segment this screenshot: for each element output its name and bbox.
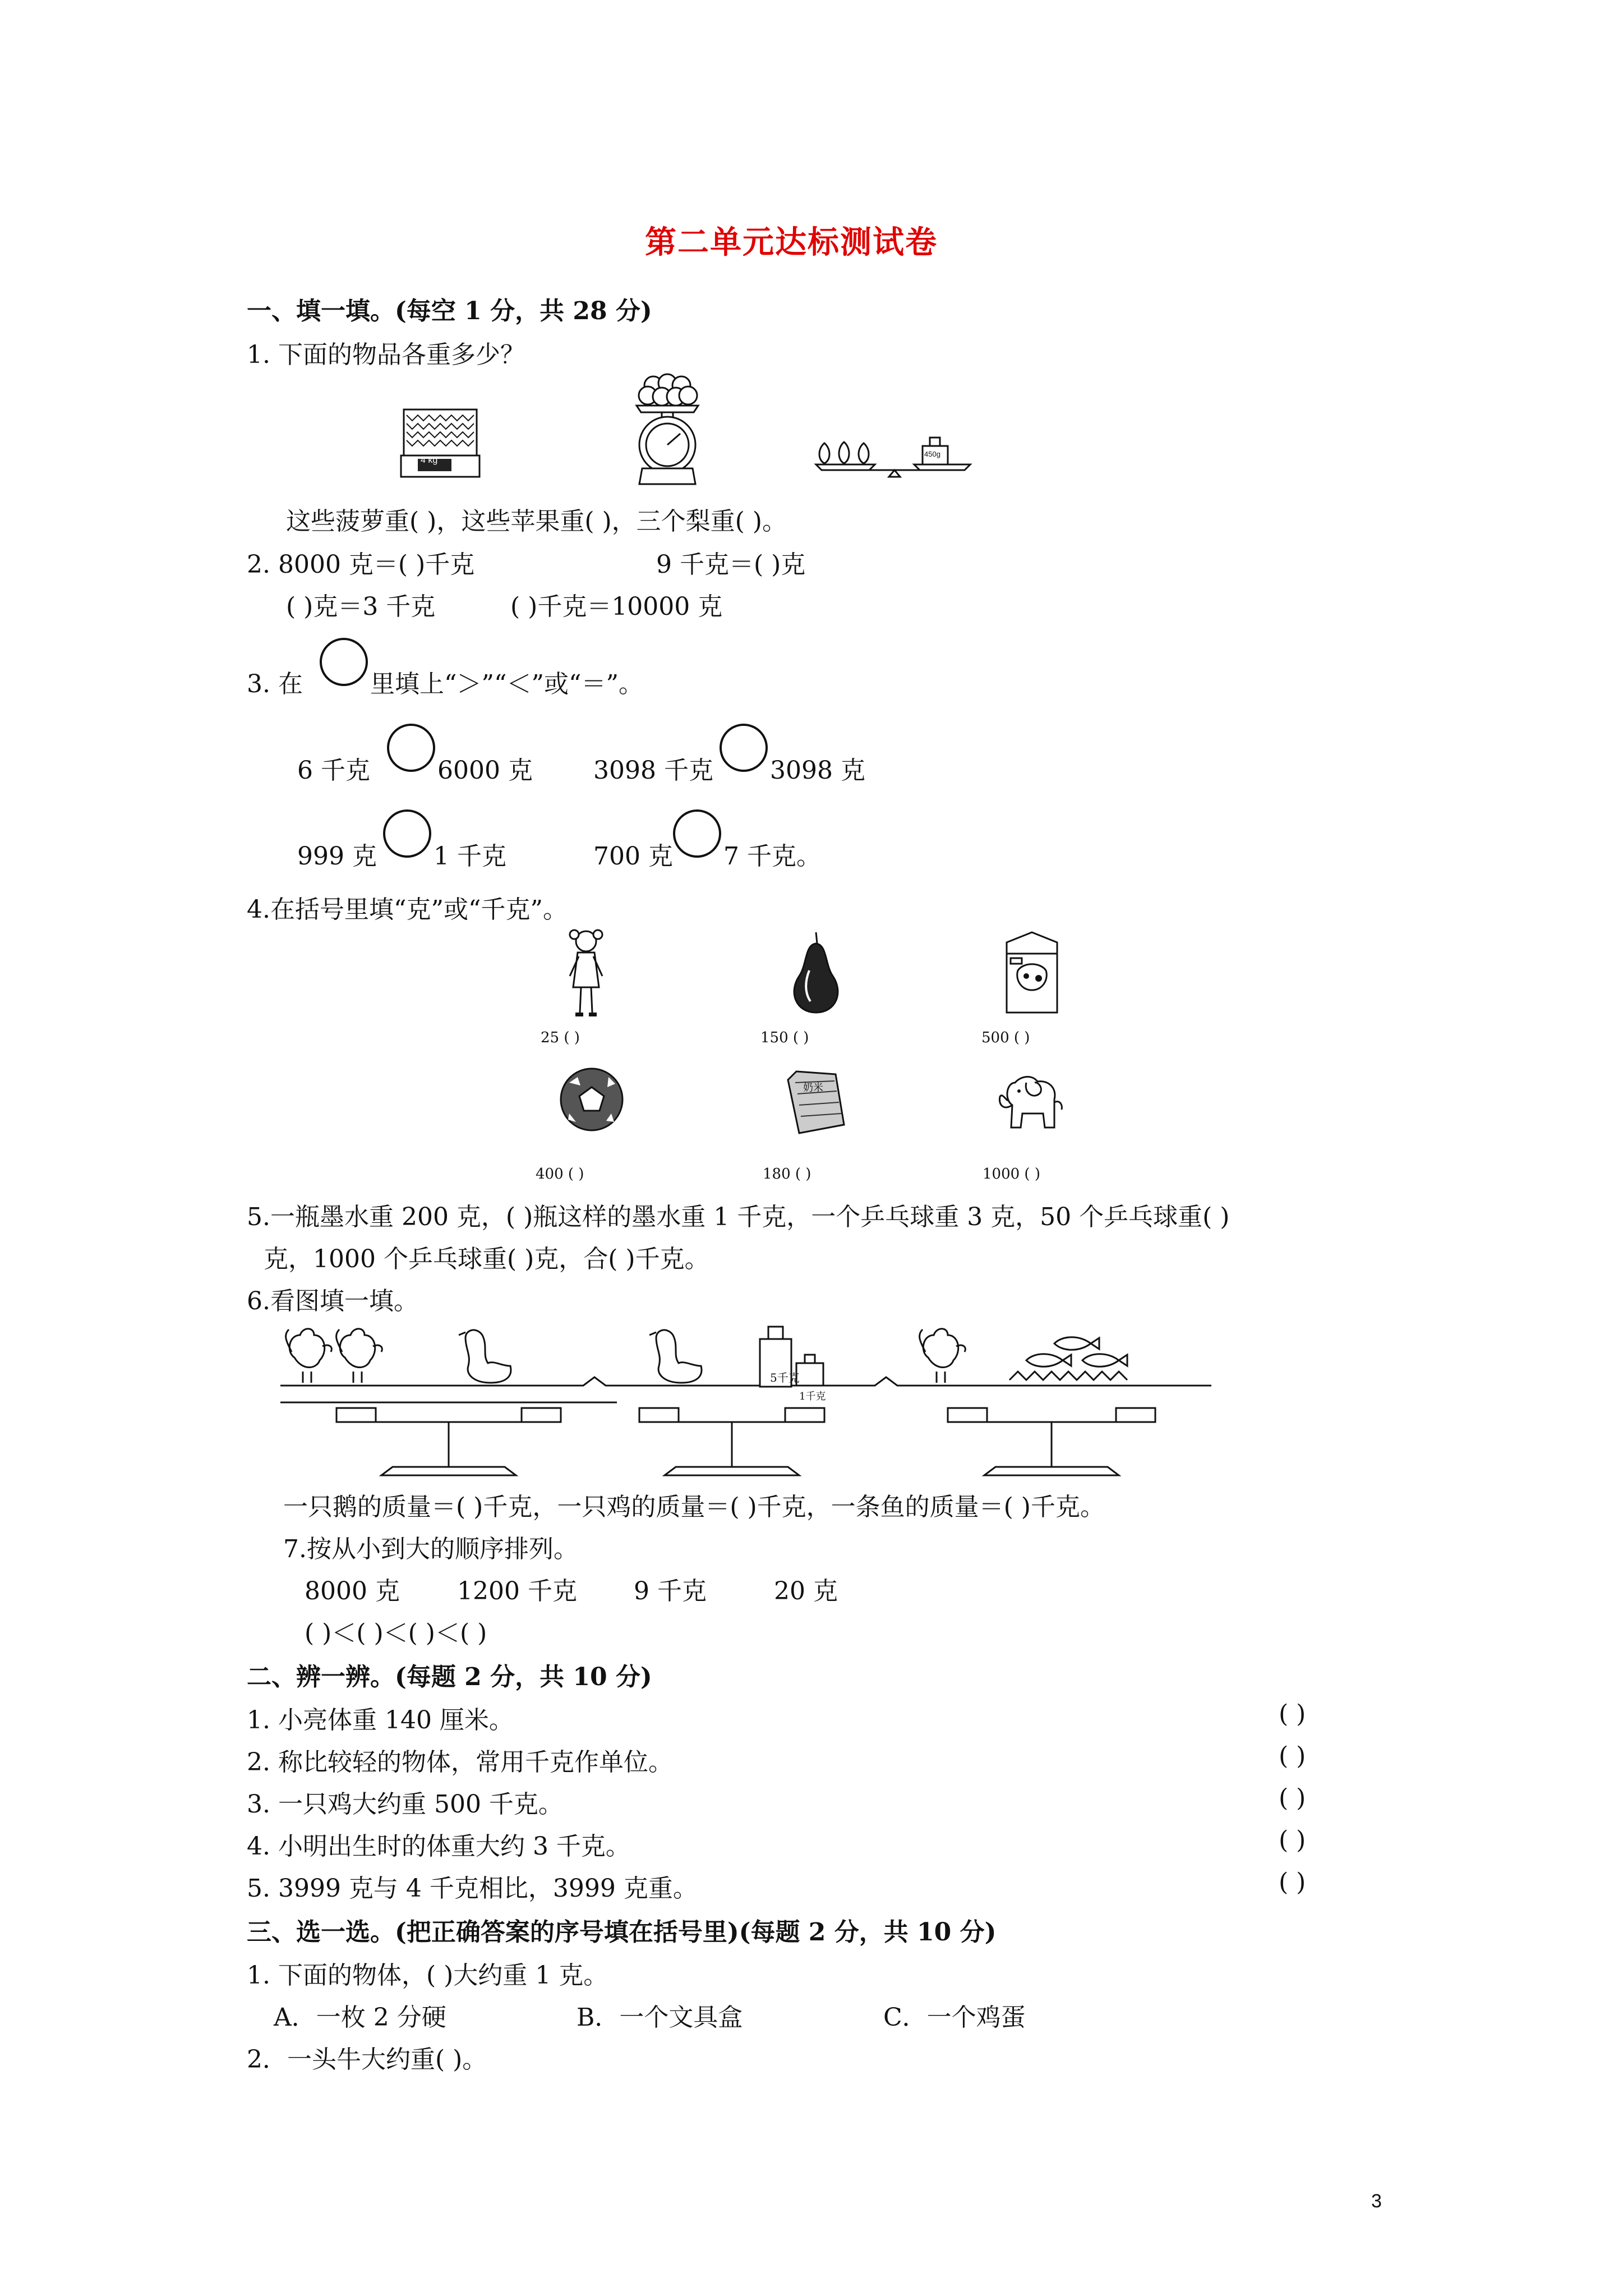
- choose-option-a[interactable]: A．一枚 2 分硬: [274, 2003, 446, 2032]
- girl-image: [566, 926, 606, 1018]
- pear-image: [788, 931, 844, 1015]
- elephant-image: [995, 1066, 1074, 1139]
- question-2-line2b: ( )千克＝10000 克: [510, 592, 723, 621]
- weight-5kg-label: 5千克: [770, 1371, 800, 1384]
- question-3-stem-b: 里填上“＞”“＜”或“＝”。: [370, 670, 643, 698]
- weight-item-6: 1000 ( ): [983, 1166, 1040, 1182]
- section-heading-fill: 一、填一填。(每空 1 分，共 28 分): [247, 297, 652, 325]
- sort-item-4: 20 克: [774, 1577, 838, 1605]
- weight-item-3: 500 ( ): [981, 1029, 1030, 1046]
- page-number: 3: [1371, 2191, 1382, 2212]
- choose-option-b[interactable]: B．一个文具盒: [577, 2003, 743, 2032]
- question-4-stem: 4.在括号里填“克”或“千克”。: [247, 895, 568, 924]
- question-2-line1a: 2. 8000 克＝( )千克: [247, 550, 475, 579]
- compare-circle: [320, 638, 368, 686]
- compare-circle-1[interactable]: [387, 724, 435, 772]
- pineapple-scale-image: [401, 407, 479, 480]
- section-heading-judge: 二、辨一辨。(每题 2 分，共 10 分): [247, 1663, 652, 1691]
- weight-label: 450g: [924, 450, 940, 458]
- question-5-line2: 克，1000 个乒乓球重( )克，合( )千克。: [264, 1245, 709, 1273]
- judge-item-3: 3. 一只鸡大约重 500 千克。: [247, 1790, 563, 1819]
- sort-item-2: 1200 千克: [457, 1577, 577, 1605]
- compare-circle-3[interactable]: [383, 809, 431, 858]
- compare-3-left: 999 克: [297, 842, 377, 871]
- question-3-stem-a: 3. 在: [247, 670, 303, 698]
- judge-item-1: 1. 小亮体重 140 厘米。: [247, 1706, 514, 1734]
- weight-item-1: 25 ( ): [541, 1029, 580, 1046]
- compare-4-left: 700 克: [593, 842, 673, 871]
- weight-item-5: 180 ( ): [763, 1166, 811, 1182]
- choose-question-1-stem: 1. 下面的物体，( )大约重 1 克。: [247, 1961, 608, 1990]
- judge-blank-4[interactable]: ( ): [1279, 1826, 1306, 1855]
- sort-item-1: 8000 克: [305, 1577, 400, 1605]
- judge-item-2: 2. 称比较轻的物体，常用千克作单位。: [247, 1748, 673, 1777]
- compare-2-left: 3098 千克: [593, 756, 713, 785]
- balance-scales-diagram: [280, 1324, 1245, 1481]
- question-6-stem: 6.看图填一填。: [247, 1287, 418, 1315]
- compare-1-right: 6000 克: [437, 756, 533, 785]
- weight-item-2: 150 ( ): [760, 1029, 809, 1046]
- judge-blank-5[interactable]: ( ): [1279, 1868, 1306, 1897]
- package-text: 奶米: [803, 1082, 823, 1094]
- sort-order-line: ( )＜( )＜( )＜( ): [305, 1619, 487, 1648]
- question-5-line1: 5.一瓶墨水重 200 克，( )瓶这样的墨水重 1 千克，一个乒乓球重 3 克，50 个乒乓球重( ): [247, 1203, 1230, 1231]
- soccer-ball-image: [558, 1066, 625, 1133]
- question-2-line2a: ( )克＝3 千克: [286, 592, 436, 621]
- weight-1kg-label: 1千克: [799, 1391, 826, 1402]
- choose-option-c[interactable]: C．一个鸡蛋: [883, 2003, 1026, 2032]
- compare-1-left: 6 千克: [297, 756, 370, 785]
- milk-carton-image: [998, 931, 1066, 1015]
- rice-bag-image: [785, 1069, 847, 1136]
- judge-blank-1[interactable]: ( ): [1279, 1700, 1306, 1728]
- scale-label: 4 kg: [421, 455, 438, 465]
- judge-blank-3[interactable]: ( ): [1279, 1784, 1306, 1812]
- apple-scale-image: [631, 373, 704, 485]
- sort-item-3: 9 千克: [634, 1577, 707, 1605]
- compare-2-right: 3098 克: [770, 756, 865, 785]
- judge-item-4: 4. 小明出生时的体重大约 3 千克。: [247, 1832, 630, 1861]
- judge-item-5: 5. 3999 克与 4 千克相比，3999 克重。: [247, 1874, 698, 1903]
- question-7-stem: 7.按从小到大的顺序排列。: [283, 1535, 578, 1563]
- question-1-answer-line: 这些菠萝重( )，这些苹果重( )，三个梨重( )。: [286, 507, 787, 536]
- question-1-stem: 1. 下面的物品各重多少？: [247, 341, 525, 369]
- compare-circle-4[interactable]: [673, 809, 721, 858]
- pear-balance-image: [813, 421, 976, 482]
- page-title: 第二单元达标测试卷: [645, 224, 938, 261]
- judge-blank-2[interactable]: ( ): [1279, 1742, 1306, 1770]
- compare-3-right: 1 千克: [434, 842, 506, 871]
- weight-item-4: 400 ( ): [536, 1166, 584, 1182]
- section-heading-choose: 三、选一选。(把正确答案的序号填在括号里)(每题 2 分，共 10 分): [247, 1918, 997, 1947]
- question-2-line1b: 9 千克＝( )克: [656, 550, 806, 579]
- choose-question-2-stem: 2．一头牛大约重( )。: [247, 2045, 487, 2074]
- compare-circle-2[interactable]: [720, 724, 768, 772]
- question-6-answer-line: 一只鹅的质量＝( )千克，一只鸡的质量＝( )千克，一条鱼的质量＝( )千克。: [283, 1493, 1105, 1521]
- compare-4-right: 7 千克。: [723, 842, 821, 871]
